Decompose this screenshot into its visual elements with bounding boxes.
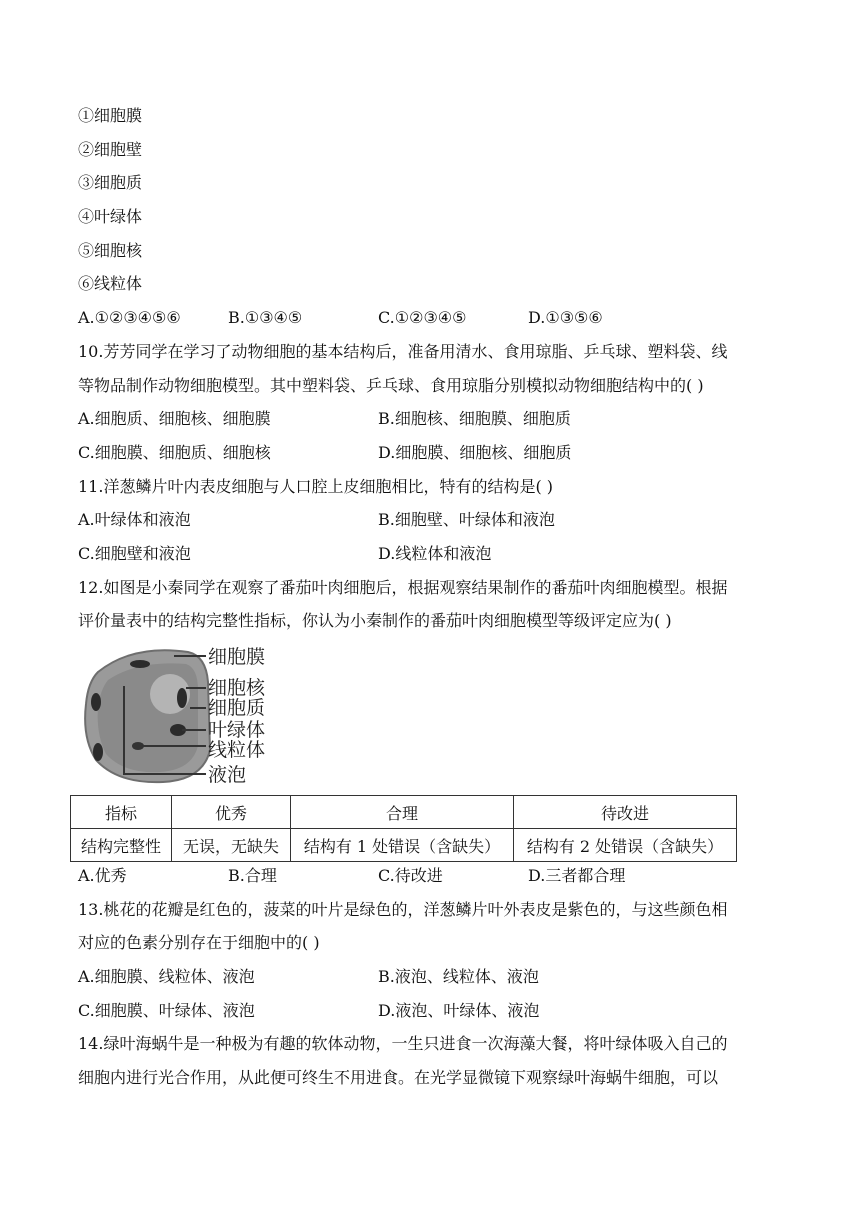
intro-item-4: ④叶绿体: [78, 207, 143, 226]
q13-stem-line1: 13.桃花的花瓣是红色的，菠菜的叶片是绿色的，洋葱鳞片叶外表皮是紫色的，与这些颜色相: [78, 900, 728, 919]
table-cell: 结构完整性: [71, 829, 172, 862]
intro-item-6: ⑥线粒体: [78, 274, 143, 293]
label-nucleus: 细胞核: [208, 677, 266, 699]
intro-item-2: ②细胞壁: [78, 140, 143, 159]
table-cell: 结构有 1 处错误（含缺失）: [291, 829, 514, 862]
q12-option-d: D.三者都合理: [528, 866, 626, 885]
intro-item-1: ①细胞膜: [78, 106, 143, 125]
q12-stem-line2: 评价量表中的结构完整性指标，你认为小秦制作的番茄叶肉细胞模型等级评定应为( ): [78, 611, 672, 630]
table-header-cell: 合理: [291, 796, 514, 829]
label-mitochondrion: 线粒体: [208, 739, 266, 761]
chloroplast-shape: [130, 660, 150, 668]
cell-model-figure: [78, 642, 288, 788]
q10-stem-line1: 10.芳芳同学在学习了动物细胞的基本结构后，准备用清水、食用琼脂、乒乓球、塑料袋、线: [78, 342, 728, 361]
q11-option-c: C.细胞壁和液泡: [78, 544, 191, 563]
q11-option-b: B.细胞壁、叶绿体和液泡: [378, 510, 555, 529]
label-chloroplast: 叶绿体: [208, 719, 266, 741]
table-header-cell: 指标: [71, 796, 172, 829]
q9-option-d: D.①③⑤⑥: [528, 308, 603, 327]
intro-item-3: ③细胞质: [78, 173, 143, 192]
table-header-row: [71, 796, 737, 829]
q10-stem-line2: 等物品制作动物细胞模型。其中塑料袋、乒乓球、食用琼脂分别模拟动物细胞结构中的( ): [78, 376, 704, 395]
q13-option-a: A.细胞膜、线粒体、液泡: [78, 967, 255, 986]
q14-stem-line2: 细胞内进行光合作用，从此便可终生不用进食。在光学显微镜下观察绿叶海蜗牛细胞，可以: [78, 1068, 719, 1087]
table-row: [71, 829, 737, 862]
intro-item-5: ⑤细胞核: [78, 241, 143, 260]
q12-option-a: A.优秀: [78, 866, 127, 885]
q11-option-d: D.线粒体和液泡: [378, 544, 492, 563]
label-cytoplasm: 细胞质: [208, 697, 266, 719]
table-cell: 结构有 2 处错误（含缺失）: [514, 829, 737, 862]
q12-option-b: B.合理: [228, 866, 277, 885]
q13-option-b: B.液泡、线粒体、液泡: [378, 967, 539, 986]
q10-option-c: C.细胞膜、细胞质、细胞核: [78, 443, 271, 462]
evaluation-table: [70, 795, 737, 862]
q11-option-a: A.叶绿体和液泡: [78, 510, 191, 529]
q13-stem-line2: 对应的色素分别存在于细胞中的( ): [78, 933, 320, 952]
q14-stem-line1: 14.绿叶海蜗牛是一种极为有趣的软体动物，一生只进食一次海藻大餐，将叶绿体吸入自己的: [78, 1034, 728, 1053]
table-header-cell: 优秀: [172, 796, 291, 829]
q10-option-a: A.细胞质、细胞核、细胞膜: [78, 409, 271, 428]
table-header-cell: 待改进: [514, 796, 737, 829]
chloroplast-shape: [177, 688, 187, 708]
chloroplast-shape: [91, 693, 101, 711]
table-cell: 无误，无缺失: [172, 829, 291, 862]
q12-option-c: C.待改进: [378, 866, 443, 885]
q13-option-d: D.液泡、叶绿体、液泡: [378, 1001, 540, 1020]
q10-option-b: B.细胞核、细胞膜、细胞质: [378, 409, 571, 428]
q9-option-b: B.①③④⑤: [228, 308, 303, 327]
label-cell-membrane: 细胞膜: [208, 646, 266, 668]
q9-option-c: C.①②③④⑤: [378, 308, 467, 327]
q9-option-a: A.①②③④⑤⑥: [78, 308, 181, 327]
q12-stem-line1: 12.如图是小秦同学在观察了番茄叶肉细胞后，根据观察结果制作的番茄叶肉细胞模型。根据: [78, 578, 728, 597]
q13-option-c: C.细胞膜、叶绿体、液泡: [78, 1001, 255, 1020]
label-vacuole: 液泡: [208, 764, 247, 786]
chloroplast-shape: [93, 743, 103, 761]
q11-stem: 11.洋葱鳞片叶内表皮细胞与人口腔上皮细胞相比，特有的结构是( ): [78, 477, 554, 496]
q10-option-d: D.细胞膜、细胞核、细胞质: [378, 443, 572, 462]
